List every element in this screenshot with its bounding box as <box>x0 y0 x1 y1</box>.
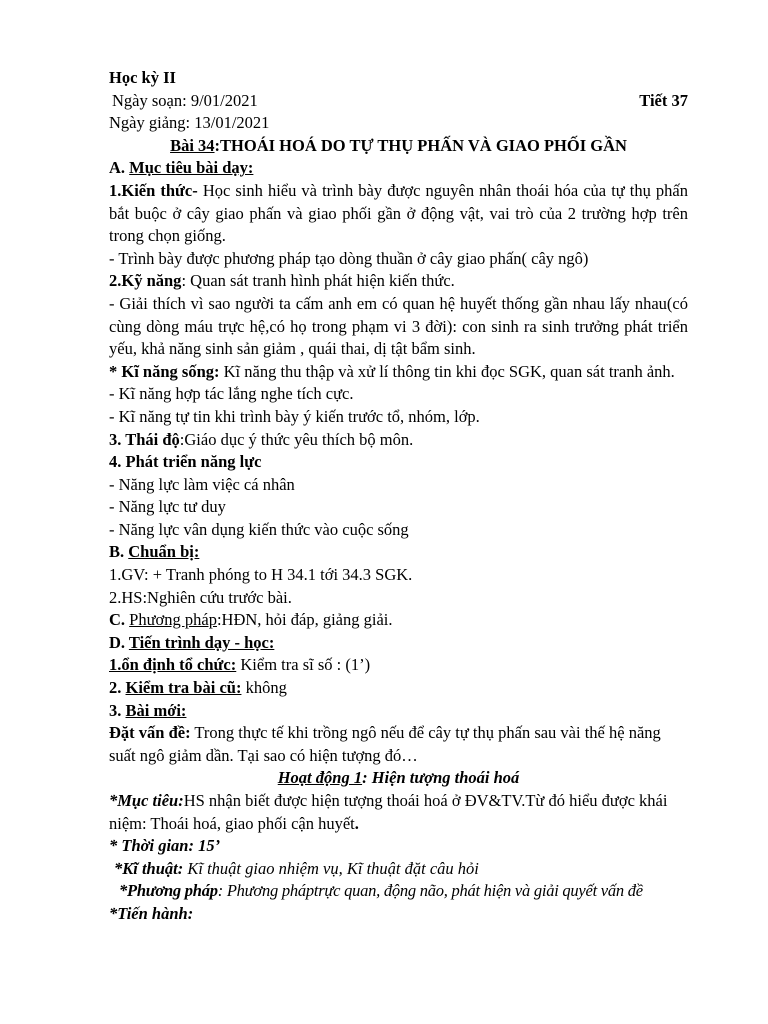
competency-item-3: - Năng lực vân dụng kiến thức vào cuộc sống <box>109 519 409 539</box>
prep-date-row <box>109 90 688 113</box>
life-skills-paragraph: * Kĩ năng sống: Kĩ năng thu thập và xử lí thông tin khi đọc SGK, quan sát tranh ảnh. <box>109 361 675 381</box>
life-skills-item-3: - Kĩ năng tự tin khi trình bày ý kiến trước tổ, nhóm, lớp. <box>109 406 480 426</box>
prep-date: Ngày soạn: 9/01/2021 <box>112 90 258 110</box>
activity-objective: *Mục tiêu:HS nhận biết được hiện tượng thoái hoá ở ĐV&TV.Từ đó hiểu được khái niệm: Thoái hoá, giao phối cận huyết. <box>109 791 668 833</box>
activity-objective-label: *Mục tiêu: <box>109 791 184 810</box>
competency-item-2: - Năng lực tư duy <box>109 497 226 517</box>
competency-item-1: - Năng lực làm việc cá nhân <box>109 474 295 494</box>
teacher-preparation: 1.GV: + Tranh phóng to H 34.1 tới 34.3 SGK. <box>109 565 413 585</box>
activity-1-heading: Hoạt động 1: Hiện tượng thoái hoá <box>277 768 520 788</box>
problem-statement-label: Đặt vấn đề: <box>109 723 191 743</box>
document-content <box>109 67 688 926</box>
activity-duration: * Thời gian: 15’ <box>109 836 221 856</box>
life-skills-label: * Kĩ năng sống: <box>109 361 220 381</box>
objectives-heading: Mục tiêu bài dạy: <box>129 158 254 178</box>
teaching-date: Ngày giảng: 13/01/2021 <box>109 113 270 133</box>
problem-statement: Đặt vấn đề: Trong thực tế khi trồng ngô nếu để cây tự thụ phấn sau vài thế hệ năng suất ngô giảm dần. Tại sao có hiện tượng đó… <box>109 723 661 765</box>
skills-paragraph: 2.Kỹ năng: Quan sát tranh hình phát hiện kiến thức. <box>109 271 455 291</box>
knowledge-paragraph: 1.Kiến thức- Học sinh hiểu và trình bày được nguyên nhân thoái hóa của tự thụ phấn bắt buộc ở cây giao phấn và giao phối gần ở động vật, vai trò của 2 trường hợp trên trong chọn giống. <box>109 180 689 246</box>
lesson-title <box>109 135 688 158</box>
knowledge-label: 1.Kiến thức- <box>109 180 198 200</box>
section-d-heading: D. Tiến trình dạy - học: <box>109 632 275 652</box>
procedure-heading: Tiến trình dạy - học: <box>128 632 275 652</box>
skills-label: 2.Kỹ năng <box>109 271 182 291</box>
activity-1-label: Hoạt động 1 <box>277 768 363 788</box>
preparation-heading: Chuẩn bị: <box>128 542 200 562</box>
homework-check: 2. Kiểm tra bài cũ: không <box>109 678 287 698</box>
new-lesson-heading: 3. Bài mới: <box>109 700 187 720</box>
activity-method-label: *Phương pháp <box>119 881 218 901</box>
semester-heading: Học kỳ II <box>109 68 176 87</box>
section-b-heading: B. Chuẩn bị: <box>109 542 200 562</box>
activity-technique-label: *Kĩ thuật: <box>114 858 184 878</box>
section-c-paragraph: C. Phương pháp:HĐN, hỏi đáp, giảng giải. <box>109 610 393 630</box>
student-preparation: 2.HS:Nghiên cứu trước bài. <box>109 587 292 607</box>
class-organization-label: 1.ổn định tổ chức: <box>109 655 237 675</box>
attitude-paragraph: 3. Thái độ:Giáo dục ý thức yêu thích bộ môn. <box>109 429 414 449</box>
lesson-number: Bài 34 <box>170 135 215 155</box>
skills-item-2: - Giải thích vì sao người ta cấm anh em có quan hệ huyết thống gần nhau lấy nhau(có cùng dòng máu trực hệ,có họ trong phạm vi 3 đời): con sinh ra sinh trưởng phát triển yếu, khả năng sinh sản giảm , quái thai, dị tật bẩm sinh. <box>109 293 688 359</box>
homework-check-label: Kiểm tra bài cũ: <box>125 678 242 698</box>
section-a-heading: A. Mục tiêu bài dạy: <box>109 158 254 178</box>
competency-heading: 4. Phát triển năng lực <box>109 452 262 472</box>
attitude-label: 3. Thái độ <box>109 429 180 449</box>
method-heading: Phương pháp <box>129 610 217 630</box>
activity-procedure: *Tiến hành: <box>109 903 194 923</box>
life-skills-item-2: - Kĩ năng hợp tác lắng nghe tích cực. <box>109 384 354 404</box>
class-organization: 1.ổn định tổ chức: Kiểm tra sĩ số : (1’) <box>109 655 371 675</box>
lesson-name: :THOÁI HOÁ DO TỰ THỤ PHẤN VÀ GIAO PHỐI GẦN <box>214 135 627 155</box>
activity-technique: *Kĩ thuật: Kĩ thuật giao nhiệm vụ, Kĩ thuật đặt câu hỏi <box>114 858 479 878</box>
knowledge-item-2: - Trình bày được phương pháp tạo dòng thuần ở cây giao phấn( cây ngô) <box>109 248 589 268</box>
new-lesson-label: Bài mới: <box>125 700 187 720</box>
lesson-period: Tiết 37 <box>639 90 688 110</box>
activity-method: *Phương pháp: Phương pháptrực quan, động não, phát hiện và giải quyết vấn đề <box>119 881 643 901</box>
